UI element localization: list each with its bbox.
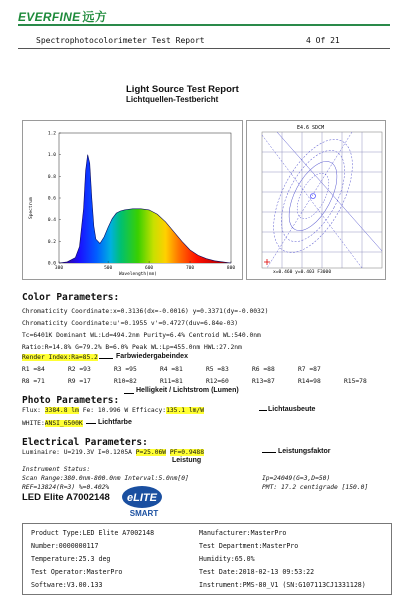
- render-cell: R7 =87: [298, 366, 321, 373]
- footer-software: Software:V3.00.133: [31, 581, 103, 589]
- flux-line: [22, 407, 204, 414]
- spectrum-y-tick: 1.0: [47, 153, 56, 159]
- electrical-params-title: Electrical Parameters:: [22, 437, 148, 448]
- spectrum-y-tick: 0.8: [47, 174, 56, 180]
- white-annotation: Lichtfarbe: [98, 419, 132, 426]
- white-pointer: [86, 423, 96, 424]
- spectrum-y-label: Spectrum: [29, 197, 34, 219]
- footer-department: Test Department:MasterPro: [199, 542, 299, 550]
- product-title: LED Elite A7002148: [22, 492, 110, 503]
- spectrum-x-tick: 800: [226, 266, 236, 271]
- pf-annotation: Leistungsfaktor: [278, 448, 331, 455]
- cie-diagram: [247, 121, 385, 279]
- power-value: P=25.06W: [135, 449, 167, 456]
- color-params-title: Color Parameters:: [22, 292, 120, 303]
- luminaire-values: Luminaire: U=219.3V I=0.1205A: [22, 449, 132, 456]
- render-cell: R6 =88: [252, 366, 275, 373]
- flux-pointer: [124, 393, 134, 394]
- footer-product-type: Product Type:LED Elite A7002148: [31, 529, 155, 537]
- everfine-logo: EVERFINE 远方: [18, 10, 108, 24]
- white-value: ANSI_6500K: [44, 420, 83, 427]
- render-cell: R1 =84: [22, 366, 45, 373]
- spectrum-chart: [23, 121, 242, 279]
- footer-info-box: [22, 523, 392, 595]
- cie-target-marker: [264, 259, 270, 265]
- pmt-value: PMT: 17.2 centigrade [150.0]: [262, 484, 369, 491]
- spectrum-x-tick: 380: [54, 266, 64, 271]
- power-annotation: Leistung: [172, 457, 202, 464]
- photo-params-title: Photo Parameters:: [22, 395, 120, 406]
- white-label: WHITE:: [22, 420, 45, 427]
- spectrum-x-tick: 600: [145, 266, 154, 271]
- footer-instrument: Instrument:PMS-80_V1 (SN:G107113CJ1331128): [199, 581, 366, 589]
- render-cell: R8 =71: [22, 378, 45, 385]
- instrument-status-title: Instrument Status:: [22, 466, 91, 473]
- pf-value: PF=0.9488: [169, 449, 205, 456]
- render-index-value: Render Index:Ra=85.2: [22, 354, 98, 361]
- spectrum-x-tick: 700: [185, 266, 195, 271]
- elite-smart-logo: [120, 484, 168, 518]
- header-underline: [18, 48, 390, 49]
- page-number: 4 Of 21: [306, 36, 340, 45]
- footer-humidity: Humidity:65.0%: [199, 555, 255, 563]
- logo-text-elite: eLITE: [127, 492, 157, 504]
- chromaticity-xy: Chromaticity Coordinate:x=0.3136(dx=-0.0016) y=0.3371(dy=-0.0032): [22, 308, 269, 315]
- render-cell: R4 =81: [160, 366, 183, 373]
- render-cell: R14=98: [298, 378, 321, 385]
- render-cell: R13=87: [252, 378, 275, 385]
- white-line: [22, 420, 83, 427]
- page-title: Spectrophotocolorimeter Test Report: [36, 36, 205, 45]
- footer-operator: Test Operator:MasterPro: [31, 568, 123, 576]
- report-subtitle: Lichtquellen-Testbericht: [126, 95, 219, 104]
- render-index-line: [22, 354, 98, 361]
- cie-ellipses: [257, 127, 382, 268]
- spectrum-y-tick: 0.4: [47, 218, 56, 224]
- render-cell: R5 =83: [206, 366, 229, 373]
- render-index-pointer: [99, 358, 113, 359]
- ref-value: REF=13824(R=3) %=0.402%: [22, 484, 110, 491]
- render-cell: R3 =95: [114, 366, 137, 373]
- cie-grid: [262, 132, 382, 268]
- footer-temperature: Temperature:25.3 deg: [31, 555, 111, 563]
- cie-diagram-panel: [246, 120, 386, 280]
- pf-pointer: [262, 452, 276, 453]
- spectrum-y-tick: 0.0: [47, 261, 56, 267]
- render-cell: R15=78: [344, 378, 367, 385]
- cie-footer: x=0.460 y=0.403 F3000: [273, 270, 332, 275]
- render-cell: R2 =93: [68, 366, 91, 373]
- spectrum-x-tick: 500: [104, 266, 113, 271]
- color-temp-line: Tc=6401K Dominant WL:Ld=494.2nm Purity=6.4% Centroid WL:540.0nm: [22, 332, 261, 339]
- cie-measured-point: [311, 194, 316, 199]
- spectrum-chart-panel: [22, 120, 243, 280]
- footer-number: Number:0000000117: [31, 542, 99, 550]
- chromaticity-uv: Chromaticity Coordinate:u'=0.1955 v'=0.4727(duv=6.84e-03): [22, 320, 239, 327]
- render-cell: R10=82: [114, 378, 137, 385]
- efficacy-pointer: [259, 410, 267, 411]
- header-divider: [18, 24, 390, 26]
- cie-title: E4.6 SDCM: [297, 125, 325, 131]
- spectrum-y-tick: 0.2: [47, 239, 56, 245]
- flux-value: 3384.8 lm: [44, 407, 79, 414]
- spectrum-y-tick: 1.2: [47, 131, 56, 137]
- fe-efficacy-text: Fe: 10.996 W Efficacy:: [82, 407, 167, 414]
- flux-label: Flux:: [22, 407, 41, 414]
- efficacy-annotation: Lichtausbeute: [268, 406, 316, 413]
- logo-text-smart: SMART: [129, 509, 159, 518]
- ip-value: Ip=24049(G=3,D=50): [262, 475, 331, 482]
- report-title: Light Source Test Report: [126, 84, 239, 95]
- render-index-annotation: Farbwiedergabeindex: [116, 353, 188, 360]
- flux-annotation: Helligkeit / Lichtstrom (Lumen): [136, 387, 239, 394]
- spectrum-area: [59, 155, 231, 263]
- footer-test-date: Test Date:2018-02-13 09:53:22: [199, 568, 315, 576]
- efficacy-value: 135.1 lm/W: [166, 407, 205, 414]
- render-cell: R9 =17: [68, 378, 91, 385]
- luminaire-line: [22, 449, 204, 456]
- render-cell: R12=60: [206, 378, 229, 385]
- render-cell: R11=81: [160, 378, 183, 385]
- ratio-line: Ratio:R=14.8% G=79.2% B=6.0% Peak WL:Lp=455.0nm HWL:27.2nm: [22, 344, 242, 351]
- scan-range: Scan Range:380.0nm-800.0nm Interval:5.0nm[0]: [22, 475, 189, 482]
- spectrum-y-tick: 0.6: [47, 196, 56, 202]
- footer-manufacturer: Manufacturer:MasterPro: [199, 529, 287, 537]
- spectrum-x-label: Wavelength(nm): [119, 272, 157, 277]
